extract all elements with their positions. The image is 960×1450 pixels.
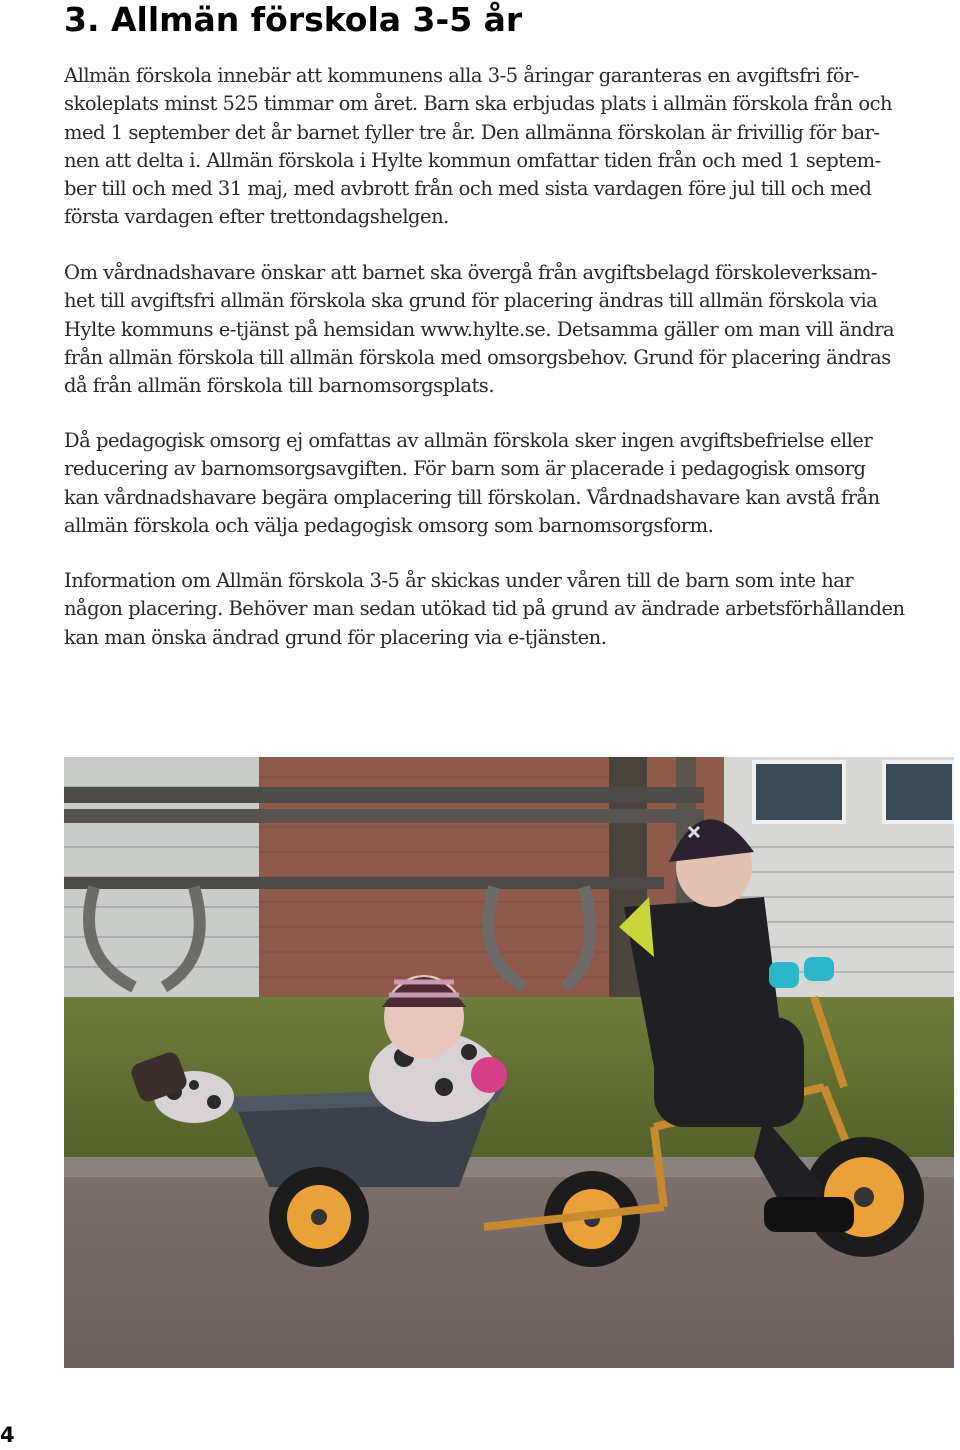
paragraph-1 [64,62,954,232]
paragraph-line: nen att delta i. Allmän förskola i Hylte kommun omfattar tiden från och med 1 septem- [64,148,881,172]
paragraph-line: ber till och med 31 maj, med avbrott från och med sista vardagen före jul till och med [64,177,872,201]
paragraph-line: kan man önska ändrad grund för placering via e-tjänsten. [64,625,607,649]
paragraph-line: någon placering. Behöver man sedan utökad tid på grund av ändrade arbetsförhållanden [64,597,905,621]
paragraph-line: reducering av barnomsorgsavgiften. För barn som är placerade i pedagogisk omsorg [64,457,866,481]
paragraph-line: Om vårdnadshavare önskar att barnet ska övergå från avgiftsbelagd förskoleverksam- [64,261,878,284]
paragraph-line: med 1 september det år barnet fyller tre år. Den allmänna förskolan är frivillig för bar- [64,120,880,144]
paragraph-line: då från allmän förskola till barnomsorgsplats. [64,374,495,398]
paragraph-line: från allmän förskola till allmän förskola med omsorgsbehov. Grund för placering ändras [64,345,891,369]
children-photo [64,757,954,1368]
paragraph-3 [64,427,954,540]
paragraph-line: Hylte kommuns e-tjänst på hemsidan www.hylte.se. Detsamma gäller om man vill ändra [64,317,895,341]
paragraph-line: Då pedagogisk omsorg ej omfattas av allmän förskola sker ingen avgiftsbefrielse eller [64,429,873,452]
paragraph-line: skoleplats minst 525 timmar om året. Barn ska erbjudas plats i allmän förskola från och [64,92,893,116]
photo-illustration [64,757,954,1368]
paragraph-line: Allmän förskola innebär att kommunens alla 3-5 åringar garanteras en avgiftsfri för- [64,64,859,87]
paragraph-4 [64,567,954,652]
paragraph-line: kan vårdnadshavare begära omplacering till förskolan. Vårdnadshavare kan avstå från [64,485,880,509]
paragraph-line: Information om Allmän förskola 3-5 år skickas under våren till de barn som inte har [64,569,854,592]
paragraph-2 [64,259,954,400]
paragraph-line: allmän förskola och välja pedagogisk omsorg som barnomsorgsform. [64,513,714,537]
paragraph-line: het till avgiftsfri allmän förskola ska grund för placering ändras till allmän förskola via [64,289,878,313]
page-number: 4 [0,1423,15,1447]
page-heading: 3. Allmän förskola 3-5 år [64,0,523,39]
paragraph-line: första vardagen efter trettondagshelgen. [64,205,449,229]
